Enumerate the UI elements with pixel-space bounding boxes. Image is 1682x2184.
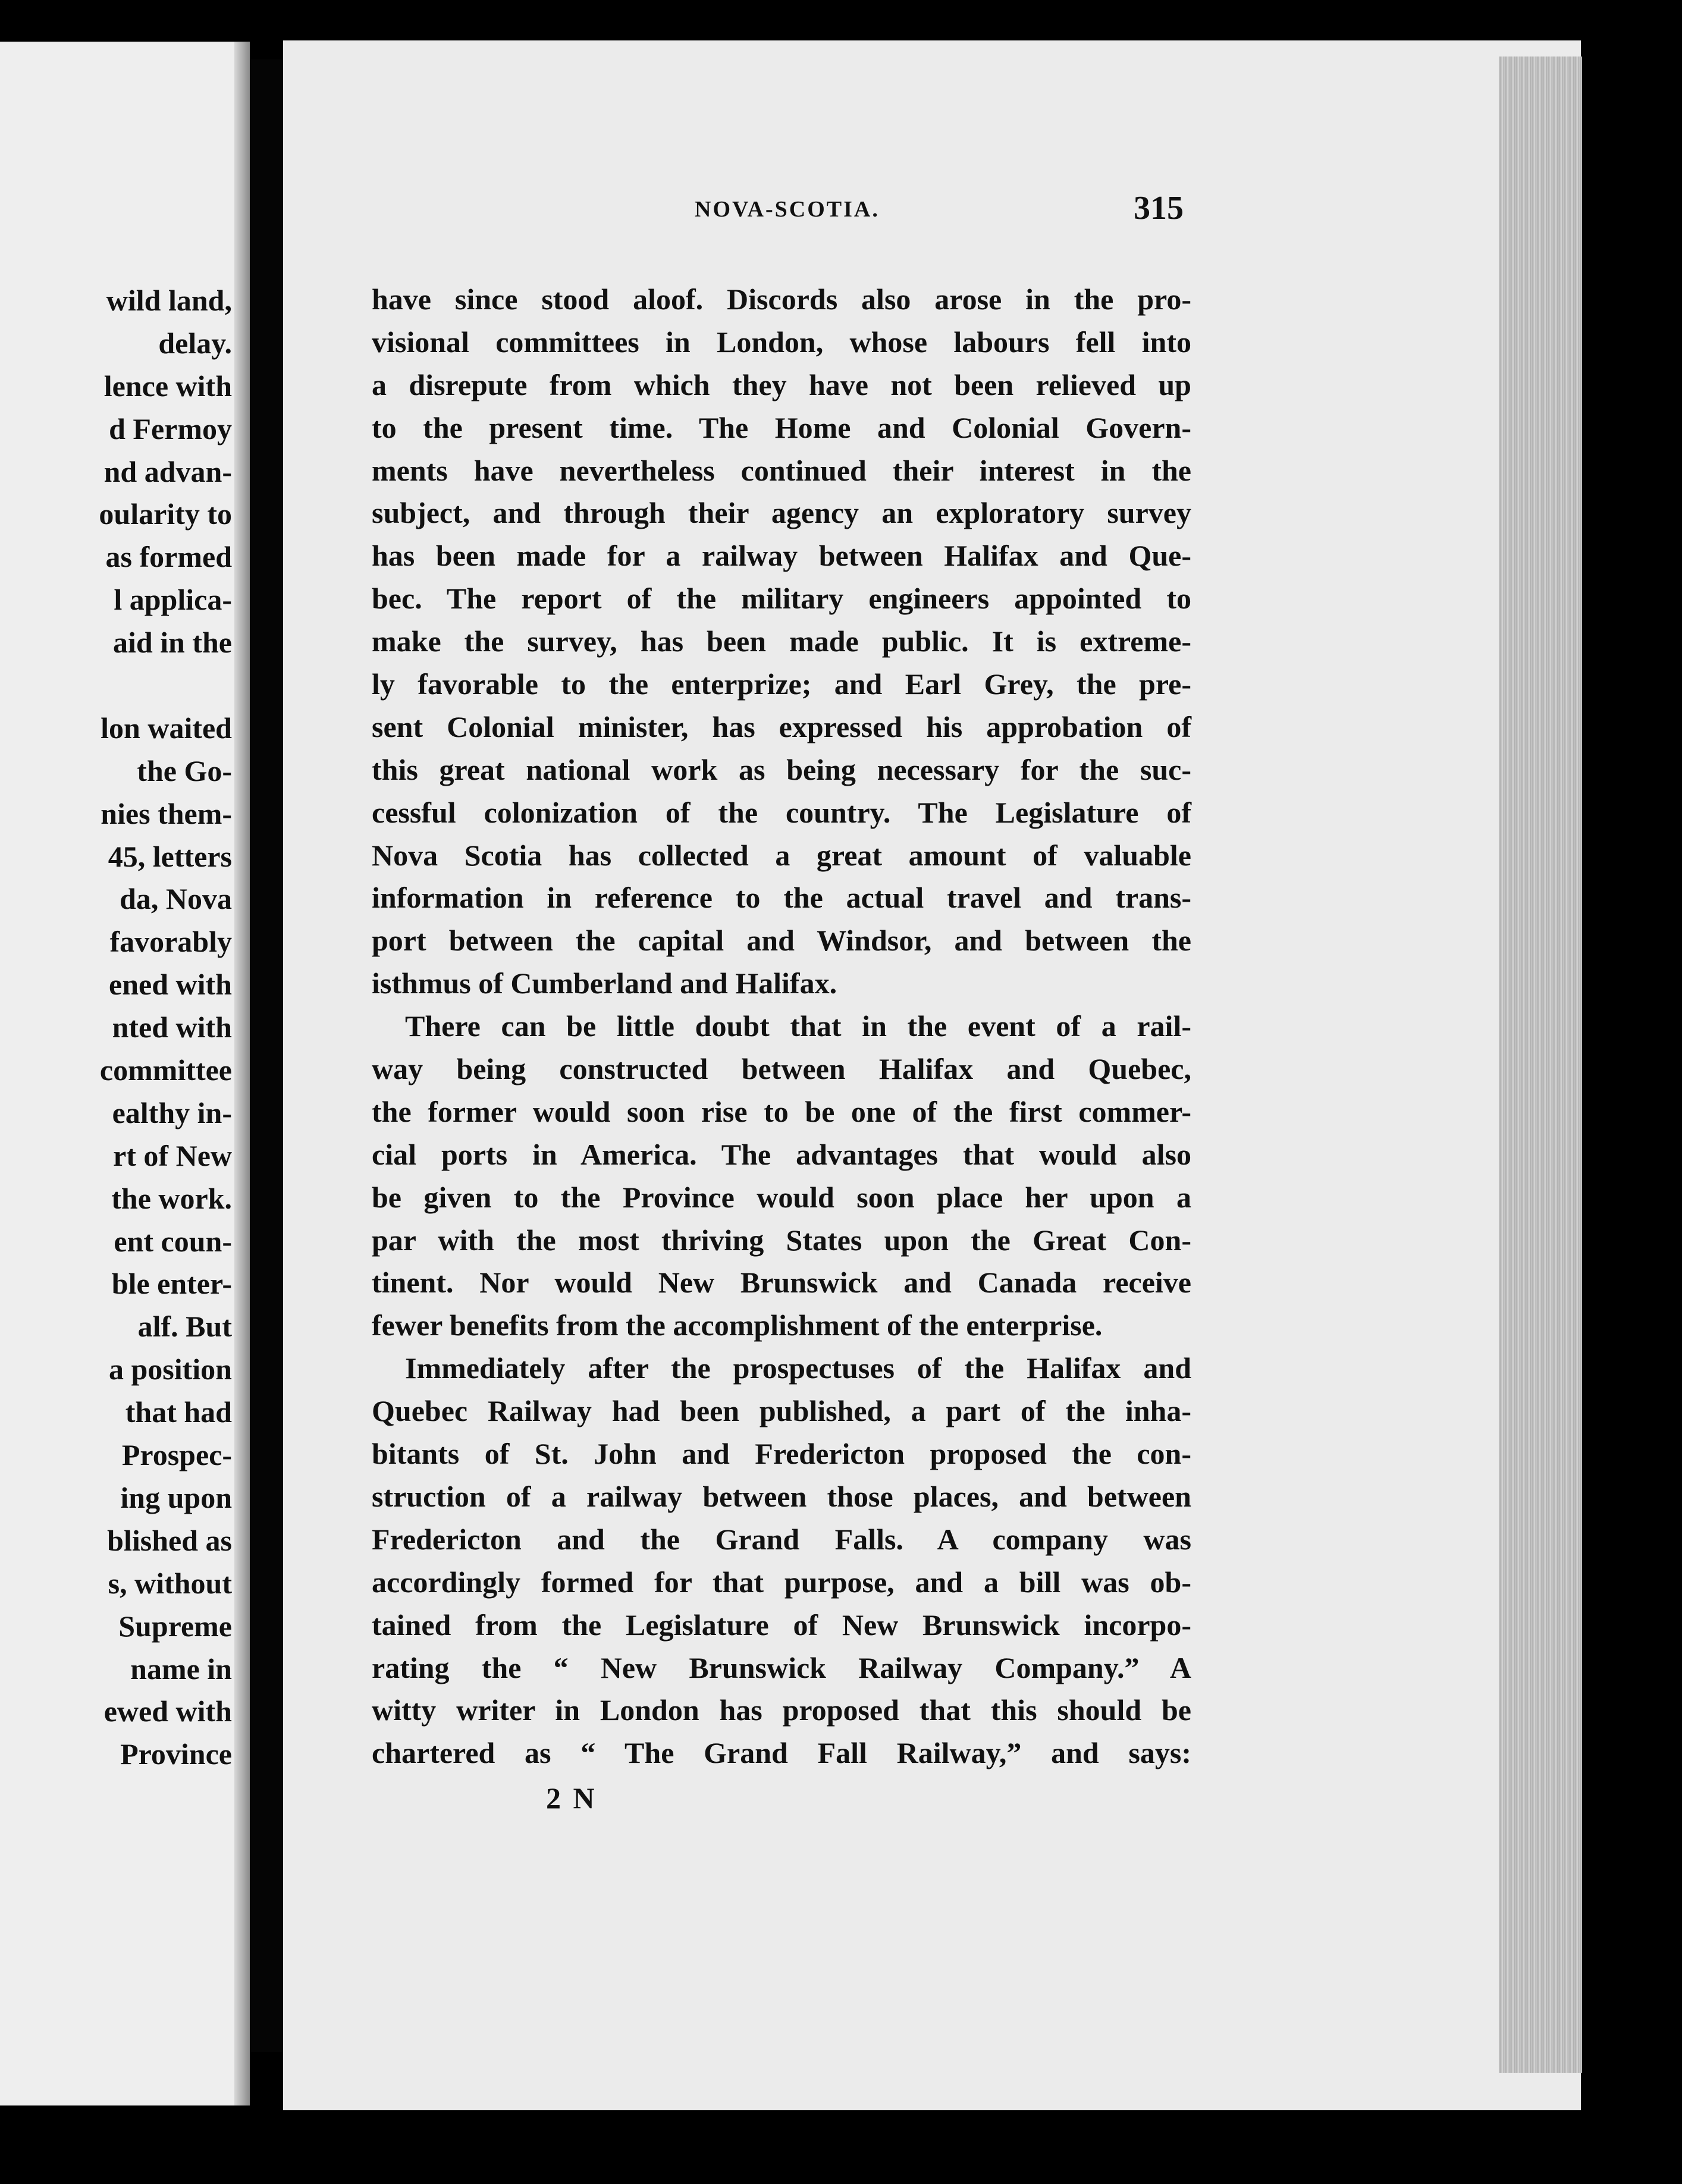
left-page-line: nies them- xyxy=(101,796,232,830)
text-line: Immediately after the prospectuses of the Halifax and xyxy=(405,1351,1191,1385)
left-page-line: name in xyxy=(130,1652,232,1686)
left-page-line: wild land, xyxy=(106,284,232,317)
left-page-line: aid in the xyxy=(112,626,232,660)
left-page xyxy=(0,42,250,2105)
book-spine xyxy=(250,59,283,2052)
paragraph xyxy=(372,278,1191,1005)
text-line: Fredericton and the Grand Falls. A company was xyxy=(372,1522,1191,1556)
text-line: subject, and through their agency an exploratory survey xyxy=(372,496,1191,530)
left-page-line: ent coun- xyxy=(114,1224,232,1258)
paragraph xyxy=(372,1347,1191,1775)
text-line: ments have nevertheless continued their interest in the xyxy=(372,453,1191,487)
text-line: sent Colonial minister, has expressed his approbation of xyxy=(372,710,1191,743)
left-page-line xyxy=(0,664,232,707)
left-page-line: ewed with xyxy=(103,1695,232,1728)
page-edges xyxy=(1499,57,1582,2073)
text-line: witty writer in London has proposed that this should be xyxy=(372,1693,1191,1727)
left-page-line: ble enter- xyxy=(111,1267,232,1301)
running-head: NOVA-SCOTIA. xyxy=(695,197,880,222)
text-line: fewer benefits from the accomplishment of the enterprise. xyxy=(372,1308,1103,1342)
text-line: this great national work as being necessary for the suc- xyxy=(372,752,1191,786)
gutter-shadow xyxy=(234,42,250,2105)
left-page-line: Prospec- xyxy=(121,1438,232,1472)
text-line: isthmus of Cumberland and Halifax. xyxy=(372,967,837,1000)
page-number: 315 xyxy=(1134,190,1184,227)
left-page-line: delay. xyxy=(158,326,232,360)
left-page-line: blished as xyxy=(107,1523,232,1557)
signature-mark: 2 N xyxy=(546,1781,597,1815)
text-line: port between the capital and Windsor, and between the xyxy=(372,924,1191,958)
paragraph xyxy=(372,1005,1191,1347)
left-page-line: nd advan- xyxy=(103,454,232,488)
left-page-line: 45, letters xyxy=(108,839,232,873)
text-line: Quebec Railway had been published, a part of the inha- xyxy=(372,1394,1191,1428)
text-line: ly favorable to the enterprize; and Earl Grey, the pre- xyxy=(372,667,1191,701)
text-line: the former would soon rise to be one of the first commer- xyxy=(372,1094,1191,1128)
text-line: struction of a railway between those places, and between xyxy=(372,1479,1191,1513)
text-line: be given to the Province would soon place her upon a xyxy=(372,1180,1191,1214)
text-line: There can be little doubt that in the event of a rail- xyxy=(405,1009,1191,1043)
left-page-line: rt of New xyxy=(113,1138,232,1172)
text-line: accordingly formed for that purpose, and a bill was ob- xyxy=(372,1565,1191,1599)
left-page-line: the work. xyxy=(111,1181,232,1215)
left-page-line: the Go- xyxy=(137,754,232,787)
text-line: cial ports in America. The advantages that would also xyxy=(372,1137,1191,1171)
left-page-line: d Fermoy xyxy=(109,412,232,445)
left-page-line: lon waited xyxy=(101,711,232,745)
text-line: tained from the Legislature of New Brunswick incorpo- xyxy=(372,1608,1191,1642)
left-page-text xyxy=(0,280,232,1776)
left-page-line: nted with xyxy=(112,1011,232,1044)
left-page-line: oularity to xyxy=(99,497,232,531)
text-line: have since stood aloof. Discords also arose in the pro- xyxy=(372,283,1191,316)
left-page-line: Supreme xyxy=(118,1609,232,1643)
text-line: tinent. Nor would New Brunswick and Canada receive xyxy=(372,1266,1191,1300)
left-page-line: s, without xyxy=(108,1566,232,1600)
text-line: make the survey, has been made public. It is extreme- xyxy=(372,625,1191,658)
text-line: bitants of St. John and Fredericton proposed the con- xyxy=(372,1437,1191,1471)
left-page-line: alf. But xyxy=(137,1310,232,1344)
text-line: chartered as “ The Grand Fall Railway,” and says: xyxy=(372,1736,1191,1770)
text-line: has been made for a railway between Halifax and Que- xyxy=(372,539,1191,573)
text-line: bec. The report of the military engineers appointed to xyxy=(372,582,1191,616)
left-page-line: as formed xyxy=(105,540,232,574)
text-line: to the present time. The Home and Colonial Govern- xyxy=(372,410,1191,444)
text-line: a disrepute from which they have not been relieved up xyxy=(372,368,1191,401)
text-line: Nova Scotia has collected a great amount of valuable xyxy=(372,838,1191,872)
left-page-line: ealthy in- xyxy=(112,1096,232,1129)
left-page-line: a position xyxy=(108,1353,232,1386)
left-page-line: ing upon xyxy=(120,1480,232,1514)
text-line: information in reference to the actual travel and trans- xyxy=(372,881,1191,915)
left-page-line: ened with xyxy=(109,968,232,1002)
text-line: way being constructed between Halifax and Quebec, xyxy=(372,1052,1191,1086)
text-line: visional committees in London, whose labours fell into xyxy=(372,325,1191,359)
left-page-line: that had xyxy=(125,1395,232,1429)
left-page-line: l applica- xyxy=(114,583,232,617)
left-page-line: Province xyxy=(120,1737,232,1771)
left-page-line: favorably xyxy=(109,925,232,959)
text-line: par with the most thriving States upon the Great Con- xyxy=(372,1223,1191,1257)
text-line: cessful colonization of the country. The Legislature of xyxy=(372,795,1191,829)
left-page-line: da, Nova xyxy=(120,882,232,916)
left-page-line: lence with xyxy=(103,369,232,403)
left-page-line: committee xyxy=(99,1053,232,1087)
text-line: rating the “ New Brunswick Railway Company.” A xyxy=(372,1650,1191,1684)
body-text xyxy=(372,278,1191,1775)
